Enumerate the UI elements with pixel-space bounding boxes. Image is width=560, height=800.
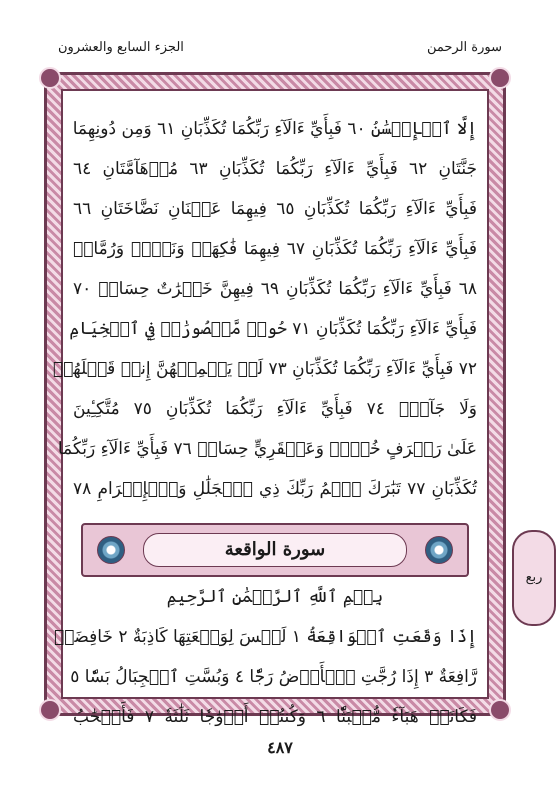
verse-line: جَنَّتَانِ ٦٢ فَبِأَيِّ ءَالَآءِ رَبِّكُمَا تُكَذِّبَانِ ٦٣ مُدۡهَآمَّتَانِ ٦٤ xyxy=(73,159,477,179)
verse-line: فَبِأَيِّ ءَالَآءِ رَبِّكُمَا تُكَذِّبَانِ ٦٥ فِيهِمَا عَيۡنَانِ نَضَّاخَتَانِ ٦٦ xyxy=(73,199,477,219)
page-number: ٤٨٧ xyxy=(267,738,293,757)
verse-line: فَبِأَيِّ ءَالَآءِ رَبِّكُمَا تُكَذِّبَانِ ٦٧ فِيهِمَا فَٰكِهَةٞ وَنَخۡلٞ وَرُمَّانٞ xyxy=(73,239,477,259)
verse-line: فَكَانَتۡ هَبَآءٗ مُّنۢبَثّٗا ٦ وَكُنتُمۡ أَزۡوَٰجٗا ثَلَٰثَةٗ ٧ فَأَصۡحَٰبُ xyxy=(73,707,477,727)
corner-ornament-icon xyxy=(489,699,511,721)
basmala: بِسۡمِ ٱللَّهِ ٱلرَّحۡمَٰنِ ٱلرَّحِيمِ xyxy=(166,587,384,607)
verses-top xyxy=(52,109,477,509)
verses-bottom xyxy=(53,617,477,737)
rub-marker xyxy=(512,530,556,626)
rosette-icon xyxy=(425,536,453,564)
surah-label: سورة الرحمن xyxy=(426,40,502,55)
verse-line: ٧٢ فَبِأَيِّ ءَالَآءِ رَبِّكُمَا تُكَذِّبَانِ ٧٣ لَمۡ يَطۡمِثۡهُنَّ إِنسٞ قَبۡلَهُمۡ xyxy=(52,359,477,379)
rub-label: ربع xyxy=(525,570,543,585)
verse-line: فَبِأَيِّ ءَالَآءِ رَبِّكُمَا تُكَذِّبَانِ ٧١ حُورٞ مَّقۡصُورَٰتٞ فِي ٱلۡخِيَامِ xyxy=(69,319,477,339)
juz-label: الجزء السابع والعشرون xyxy=(58,40,184,55)
rosette-icon xyxy=(97,536,125,564)
verse-line: إِذَا وَقَعَتِ ٱلۡوَاقِعَةُ ١ لَيۡسَ لِوَقۡعَتِهَا كَاذِبَةٌ ٢ خَافِضَةٞ xyxy=(53,627,477,647)
verse-line: عَلَىٰ رَفۡرَفٍ خُضۡرٖ وَعَبۡقَرِيٍّ حِسَانٖ ٧٦ فَبِأَيِّ ءَالَآءِ رَبِّكُمَا xyxy=(57,439,477,459)
surah-title-banner xyxy=(81,523,469,577)
corner-ornament-icon xyxy=(489,67,511,89)
corner-ornament-icon xyxy=(39,67,61,89)
page-frame xyxy=(44,72,506,727)
surah-title: سورة الواقعة xyxy=(143,533,407,567)
page-header xyxy=(58,40,502,62)
verse-line: تُكَذِّبَانِ ٧٧ تَبَٰرَكَ ٱسۡمُ رَبِّكَ ذِي ٱلۡجَلَٰلِ وَٱلۡإِكۡرَامِ ٧٨ xyxy=(73,479,477,499)
verse-line: ٦٨ فَبِأَيِّ ءَالَآءِ رَبِّكُمَا تُكَذِّبَانِ ٦٩ فِيهِنَّ خَيۡرَٰتٌ حِسَانٞ ٧٠ xyxy=(73,279,477,299)
verse-line: وَلَا جَآنّٞ ٧٤ فَبِأَيِّ ءَالَآءِ رَبِّكُمَا تُكَذِّبَانِ ٧٥ مُتَّكِـِٔينَ xyxy=(73,399,477,419)
corner-ornament-icon xyxy=(39,699,61,721)
text-area xyxy=(52,89,489,727)
verse-line: إِلَّا ٱلۡإِحۡسَٰنُ ٦٠ فَبِأَيِّ ءَالَآءِ رَبِّكُمَا تُكَذِّبَانِ ٦١ وَمِن دُونِهِمَا xyxy=(72,119,477,139)
verse-line: رَّافِعَةٌ ٣ إِذَا رُجَّتِ ٱلۡأَرۡضُ رَجّٗا ٤ وَبُسَّتِ ٱلۡجِبَالُ بَسّٗا ٥ xyxy=(70,667,477,687)
